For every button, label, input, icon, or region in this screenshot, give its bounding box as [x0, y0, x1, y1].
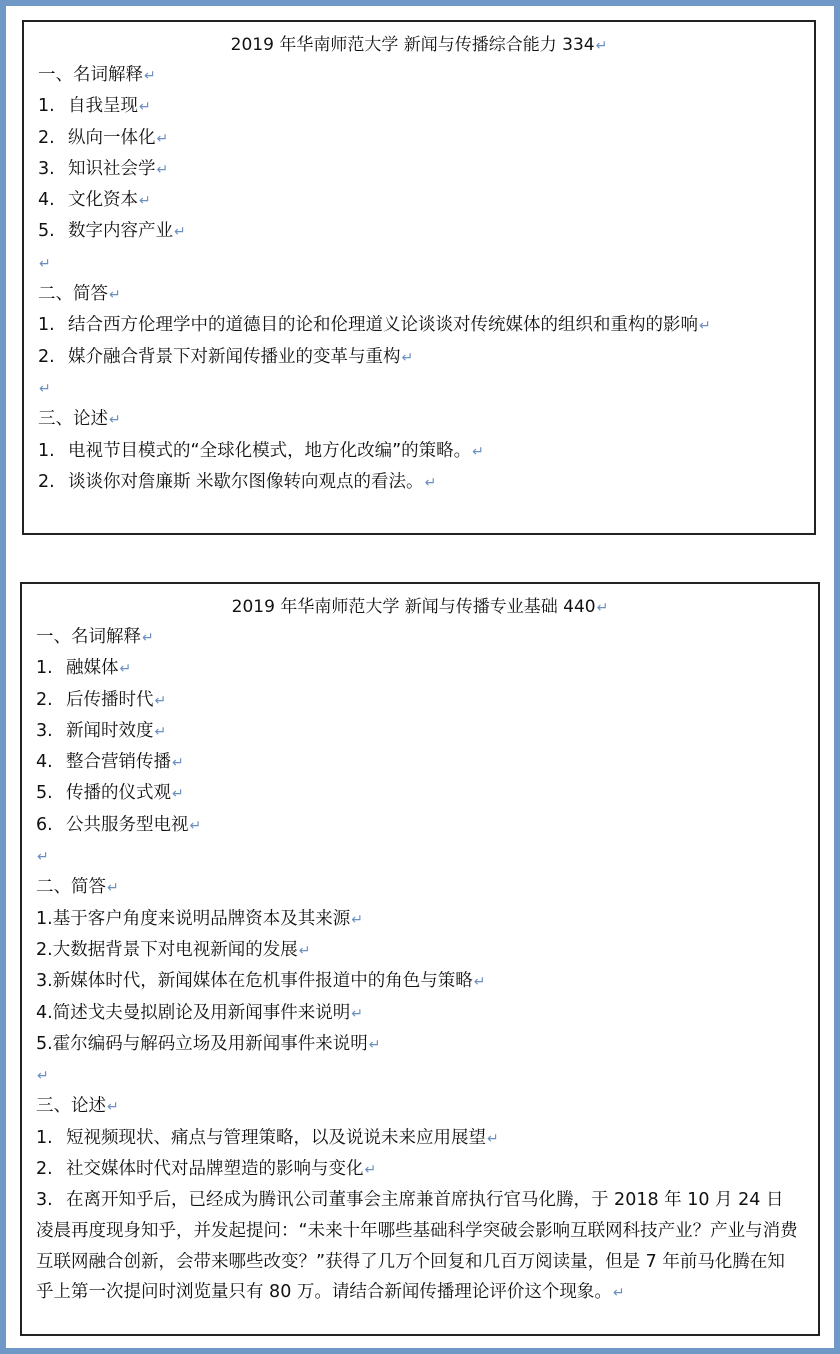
- list-item: 4. 整合营销传播↵: [36, 752, 184, 773]
- list-item: 1. 短视频现状、痛点与管理策略，以及说说未来应用展望↵: [36, 1127, 499, 1148]
- return-mark-icon: ↵: [473, 974, 486, 991]
- return-mark-icon: ↵: [37, 1068, 49, 1085]
- section-heading: 三、论述↵: [38, 409, 121, 430]
- list-item: 1. 电视节目模式的“全球化模式，地方化改编”的策略。↵: [38, 440, 484, 461]
- return-mark-icon: ↵: [612, 1285, 625, 1302]
- return-mark-icon: ↵: [699, 318, 711, 335]
- empty-paragraph: [22, 841, 818, 872]
- return-mark-icon: ↵: [172, 755, 184, 772]
- list-item: 3. 知识社会学↵: [38, 158, 169, 179]
- list-item: 3. 在离开知乎后，已经成为腾讯公司董事会主席兼首席执行官马化腾，于 2018 年 10 月 24 日凌晨再度现身知乎，并发起提问：“未来十年哪些基础科学突破会影响互联网科技产业？产业与消费互联网融合创新，会带来哪些改变？”获得了几万个回复和几百万阅读量，但是 7 年前马化腾在知乎上第一次提问时浏览量只有 80 万。请结合新闻传播理论评价这个现象。↵: [36, 1190, 798, 1303]
- list-item: 4.简述戈夫曼拟剧论及用新闻事件来说明↵: [36, 1002, 363, 1023]
- exam-title: 2019 年华南师范大学 新闻与传播综合能力 334↵: [230, 35, 608, 55]
- section-heading: 三、论述↵: [36, 1096, 119, 1117]
- return-mark-icon: ↵: [174, 224, 186, 241]
- list-item: 2.大数据背景下对电视新闻的发展↵: [36, 939, 311, 960]
- return-mark-icon: ↵: [364, 1162, 377, 1179]
- list-item: 2. 媒介融合背景下对新闻传播业的变革与重构↵: [38, 346, 414, 367]
- empty-paragraph: [22, 1060, 818, 1091]
- return-mark-icon: ↵: [142, 630, 154, 646]
- list-item: 1. 融媒体↵: [36, 658, 132, 679]
- return-mark-icon: ↵: [39, 255, 51, 272]
- list-item: 1.基于客户角度来说明品牌资本及其来源↵: [36, 908, 363, 929]
- list-item: 2. 后传播时代↵: [36, 689, 167, 710]
- exam-card-334: [22, 20, 816, 535]
- return-mark-icon: ↵: [109, 287, 121, 304]
- empty-paragraph: [24, 373, 814, 404]
- list-item: 5. 传播的仪式观↵: [36, 783, 184, 804]
- empty-paragraph: [24, 248, 814, 279]
- list-item: 5. 数字内容产业↵: [38, 221, 186, 242]
- return-mark-icon: ↵: [472, 443, 484, 460]
- list-item: 2. 纵向一体化↵: [38, 127, 169, 148]
- list-item: 3.新媒体时代，新闻媒体在危机事件报道中的角色与策略↵: [36, 971, 486, 992]
- list-item: 1. 结合西方伦理学中的道德目的论和伦理道义论谈谈对传统媒体的组织和重构的影响↵: [38, 315, 711, 336]
- return-mark-icon: ↵: [154, 723, 167, 740]
- return-mark-icon: ↵: [37, 849, 49, 866]
- list-item: 5.霍尔编码与解码立场及用新闻事件来说明↵: [36, 1033, 381, 1054]
- return-mark-icon: ↵: [487, 1130, 499, 1147]
- list-item: 2. 谈谈你对詹廉斯 米歇尔图像转向观点的看法。↵: [38, 471, 437, 492]
- return-mark-icon: ↵: [351, 1005, 363, 1022]
- return-mark-icon: ↵: [107, 880, 119, 897]
- return-mark-icon: ↵: [172, 786, 184, 803]
- return-mark-icon: ↵: [368, 1036, 381, 1053]
- return-mark-icon: ↵: [401, 349, 414, 366]
- section-heading: 一、名词解释↵: [38, 65, 156, 85]
- return-mark-icon: ↵: [119, 661, 132, 678]
- return-mark-icon: ↵: [596, 600, 609, 616]
- return-mark-icon: ↵: [298, 942, 311, 959]
- list-item: 3. 新闻时效度↵: [36, 720, 167, 741]
- exam-card-440: [20, 582, 820, 1336]
- list-item: 2. 社交媒体时代对品牌塑造的影响与变化↵: [36, 1159, 377, 1180]
- return-mark-icon: ↵: [189, 817, 202, 834]
- section-heading: 二、简答↵: [38, 284, 121, 305]
- list-item: 1. 自我呈现↵: [38, 96, 151, 117]
- exam-title: 2019 年华南师范大学 新闻与传播专业基础 440↵: [231, 597, 609, 617]
- section-heading: 二、简答↵: [36, 877, 119, 898]
- return-mark-icon: ↵: [109, 412, 121, 429]
- section-heading: 一、名词解释↵: [36, 627, 154, 647]
- return-mark-icon: ↵: [424, 474, 437, 491]
- return-mark-icon: ↵: [39, 380, 51, 397]
- return-mark-icon: ↵: [139, 193, 151, 210]
- list-item: 6. 公共服务型电视↵: [36, 814, 202, 835]
- return-mark-icon: ↵: [351, 911, 363, 928]
- return-mark-icon: ↵: [154, 692, 167, 709]
- return-mark-icon: ↵: [156, 130, 169, 147]
- list-item: 4. 文化资本↵: [38, 190, 151, 211]
- return-mark-icon: ↵: [107, 1099, 119, 1116]
- return-mark-icon: ↵: [156, 161, 169, 178]
- return-mark-icon: ↵: [595, 38, 608, 54]
- return-mark-icon: ↵: [144, 68, 156, 84]
- return-mark-icon: ↵: [139, 99, 151, 116]
